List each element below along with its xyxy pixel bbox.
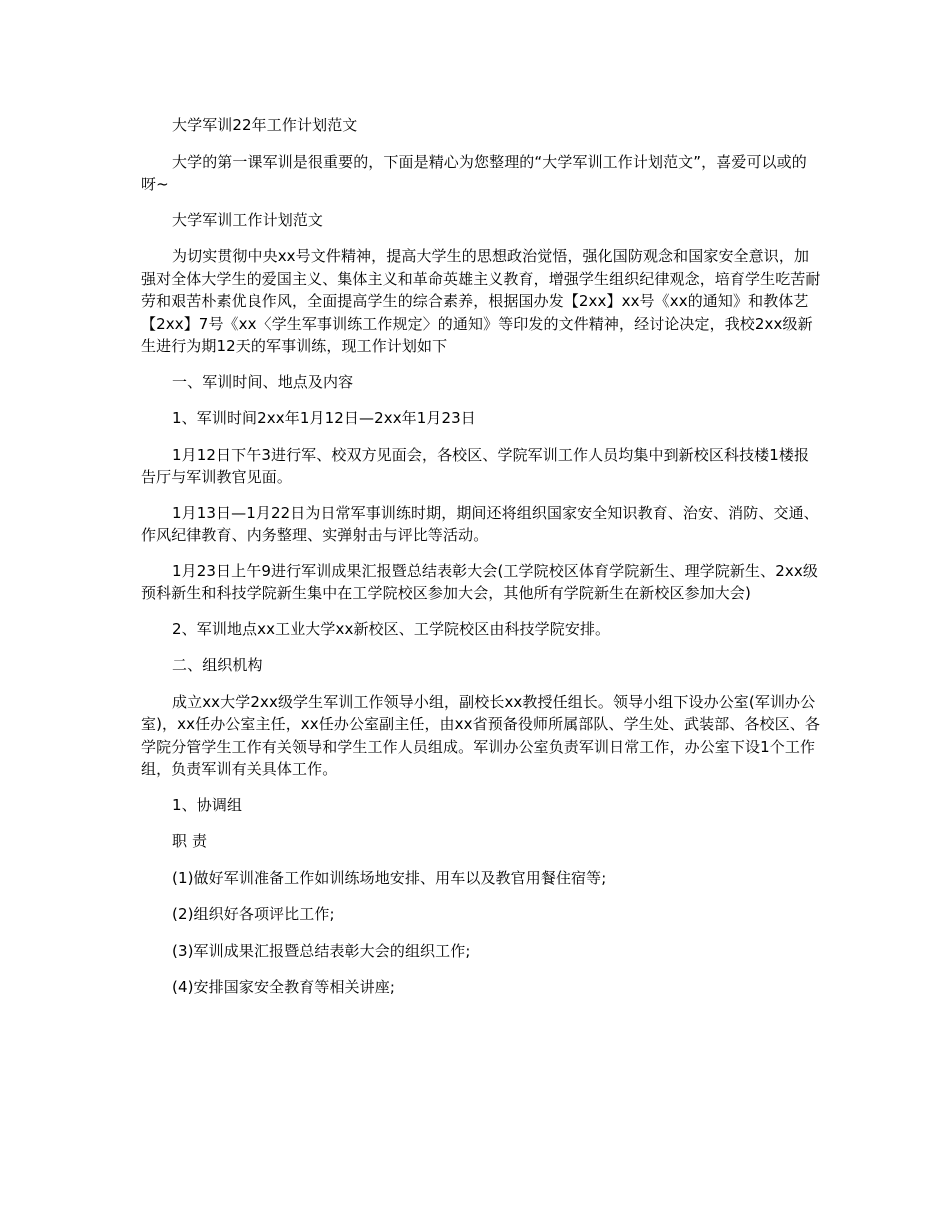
subsection-heading: 1、协调组	[172, 795, 243, 814]
body-paragraph: 成立xx大学2xx级学生军训工作领导小组，副校长xx教授任组长。领导小组下设办公室(军训办公室)，xx任办公室主任，xx任办公室副主任，由xx省预备役师所属部队、学生处、武装部、各校区、各学院分管学生工作有关领导和学生工作人员组成。军训办公室负责军训日常工作，办公室下设1个工作组，负责军训有关具体工作。	[141, 692, 820, 778]
intro-paragraph: 大学的第一课军训是很重要的，下面是精心为您整理的“大学军训工作计划范文”，喜爱可以或的呀~	[141, 152, 807, 193]
body-paragraph: 2、军训地点xx工业大学xx新校区、工学院校区由科技学院安排。	[172, 619, 611, 638]
list-item: (4)安排国家安全教育等相关讲座;	[172, 978, 396, 996]
subsection-heading: 职 责	[172, 832, 208, 850]
list-item: (1)做好军训准备工作如训练场地安排、用车以及教官用餐住宿等;	[172, 868, 607, 887]
document-title: 大学军训22年工作计划范文	[172, 116, 358, 134]
body-paragraph: 1月12日下午3进行军、校双方见面会，各校区、学院军训工作人员均集中到新校区科技楼1楼报告厅与军训教官见面。	[141, 445, 810, 486]
list-item: (3)军训成果汇报暨总结表彰大会的组织工作;	[172, 941, 471, 960]
section-heading: 一、军训时间、地点及内容	[172, 372, 354, 391]
body-paragraph: 为切实贯彻中央xx号文件精神，提高大学生的思想政治觉悟，强化国防观念和国家安全意识，加强对全体大学生的爱国主义、集体主义和革命英雄主义教育，增强学生组织纪律观念，培育学生吃苦耐劳和艰苦朴素优良作风，全面提高学生的综合素养，根据国办发【2xx】xx号《xx的通知》和教体艺【2xx】7号《xx〈学生军事训练工作规定〉的通知》等印发的文件精神，经讨论决定，我校2xx级新生进行为期12天的军事训练，现工作计划如下	[141, 247, 821, 355]
document-body	[141, 114, 821, 1013]
list-item: (2)组织好各项评比工作;	[172, 905, 335, 923]
section-heading: 大学军训工作计划范文	[172, 210, 324, 229]
body-paragraph: 1、军训时间2xx年1月12日—2xx年1月23日	[172, 409, 476, 427]
body-paragraph: 1月23日上午9进行军训成果汇报暨总结表彰大会(工学院校区体育学院新生、理学院新生、2xx级预科新生和科技学院新生集中在工学院校区参加大会，其他所有学院新生在新校区参加大会)	[141, 561, 818, 602]
body-paragraph: 1月13日—1月22日为日常军事训练时期，期间还将组织国家安全知识教育、治安、消防、交通、作风纪律教育、内务整理、实弹射击与评比等活动。	[141, 503, 819, 544]
section-heading: 二、组织机构	[172, 656, 263, 674]
